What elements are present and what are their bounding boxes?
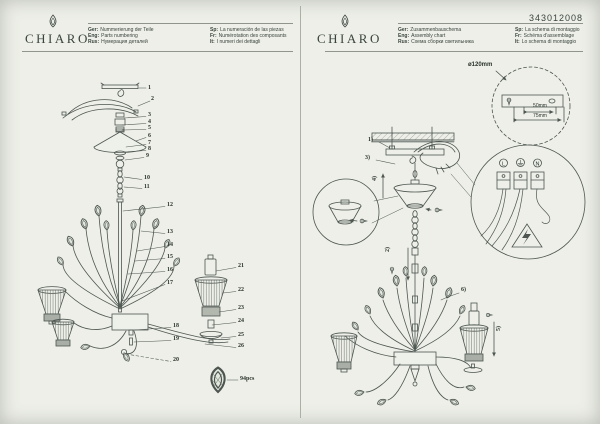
callout-16: 16 — [167, 267, 173, 273]
callout-9: 9 — [146, 153, 149, 159]
callout-19: 19 — [173, 336, 179, 342]
canopy-cone — [94, 129, 146, 153]
inner-dimension-label: 50mm — [533, 103, 547, 109]
diameter-dimension-label: ø120mm — [468, 62, 493, 68]
callout-8: 8 — [148, 146, 151, 152]
ring-8 — [116, 156, 124, 160]
callout-10: 10 — [144, 175, 150, 181]
terminal-neutral-label: N — [535, 161, 540, 168]
mains-wires — [414, 141, 460, 174]
screw-icon — [390, 267, 394, 273]
callout-6: 6 — [148, 133, 151, 139]
callout-25: 25 — [238, 332, 244, 338]
front-arms — [354, 364, 475, 406]
chain-10 — [117, 171, 123, 190]
nipple-24 — [208, 320, 214, 328]
shade-being-installed — [460, 303, 492, 361]
knop-9 — [116, 160, 124, 171]
step-4-label: 4) — [372, 176, 378, 181]
language-block-left: Ger: Zusammenbauschema Eng: Assembly chart Rus: Схема сборки светильника — [398, 27, 474, 46]
chandelier-body — [394, 352, 436, 386]
terminal-blocks — [497, 172, 544, 189]
callout-18: 18 — [173, 323, 179, 329]
fitting-3 — [116, 113, 124, 117]
crystal-leaf-94pcs — [211, 368, 224, 392]
callout-15: 15 — [167, 254, 173, 260]
chain — [412, 211, 418, 248]
part-18 — [129, 330, 133, 335]
callout-5: 5 — [148, 125, 151, 131]
callout-22: 22 — [238, 287, 244, 293]
diameter-arrow — [496, 71, 506, 80]
step-6-label: 6) — [461, 287, 466, 293]
terminal-wires — [481, 189, 550, 250]
callout-4: 4 — [148, 119, 151, 125]
step-5-label: 5) — [496, 326, 502, 331]
screw-icon — [486, 313, 492, 316]
part-19 — [130, 338, 133, 345]
pieces-count-label: 94pcs — [240, 376, 255, 382]
step-2-label: 2) — [385, 247, 391, 252]
callout-14: 14 — [167, 242, 173, 248]
hook-icon — [118, 89, 124, 97]
front-arms — [80, 331, 136, 362]
callout-20: 20 — [173, 357, 179, 363]
language-block-right: Sp: La numeración de las piezas Fr: Numérotation des composants It: I numeri dei dettagli — [210, 27, 287, 46]
arm-lower-left — [52, 319, 112, 346]
product-number: 343012008 — [528, 13, 583, 23]
detail-link-lines — [451, 163, 475, 197]
earth-icon — [518, 160, 523, 166]
callout-2: 2 — [151, 96, 154, 102]
callout-12: 12 — [167, 202, 173, 208]
high-voltage-warning-icon — [512, 224, 542, 247]
central-rod — [117, 199, 123, 312]
page-divider — [300, 6, 301, 418]
callout-11: 11 — [144, 184, 150, 190]
cap-23 — [202, 307, 220, 316]
brand-logo: CHIARO — [317, 31, 382, 46]
hook-icon — [410, 156, 416, 164]
language-block-left: Ger: Nummerierung der Teile Eng: Parts numbering Rus: Нумерация деталей — [88, 27, 154, 46]
callout-26: 26 — [238, 343, 244, 349]
callout-23: 23 — [238, 305, 244, 311]
wiring-detail-circle — [471, 145, 585, 259]
callout-21: 21 — [238, 263, 244, 269]
leaf-branches — [351, 266, 467, 352]
callout-1: 1 — [148, 85, 151, 91]
callout-7: 7 — [148, 140, 151, 146]
callout-3: 3 — [148, 112, 151, 118]
outer-dimension-label: 75mm — [533, 112, 547, 119]
chandelier-body — [112, 314, 148, 355]
language-block-right: Sp: La schema di montaggio Fr: Schéma d'assemblage It: Lo schema di montaggio — [515, 27, 580, 46]
page-assembly-chart — [300, 0, 600, 424]
socket-detail — [195, 255, 227, 343]
canopy — [394, 163, 436, 208]
arm-right-swoosh — [148, 324, 230, 343]
assembly-diagram — [300, 0, 600, 424]
canopy-screw — [426, 208, 442, 212]
step-3-label: 3) — [365, 155, 370, 161]
shade-22 — [195, 280, 227, 306]
brand-logo: CHIARO — [25, 31, 90, 46]
terminal-live-label: L — [501, 161, 506, 168]
callout-24: 24 — [238, 318, 244, 324]
mounting-plate-and-hook-icon — [101, 83, 139, 97]
arm-left-with-shade — [331, 333, 396, 372]
socket-21 — [205, 259, 216, 275]
ceiling — [372, 127, 454, 149]
callout-13: 13 — [167, 229, 173, 235]
wire-bundle — [62, 100, 138, 120]
fitting-4 — [115, 119, 125, 125]
step-leaders — [376, 142, 459, 300]
callout-17: 17 — [167, 280, 173, 286]
arm-upper-left — [38, 287, 112, 324]
step-1-label: 1) — [368, 137, 373, 143]
canopy-screw-detail-circle — [313, 179, 403, 245]
